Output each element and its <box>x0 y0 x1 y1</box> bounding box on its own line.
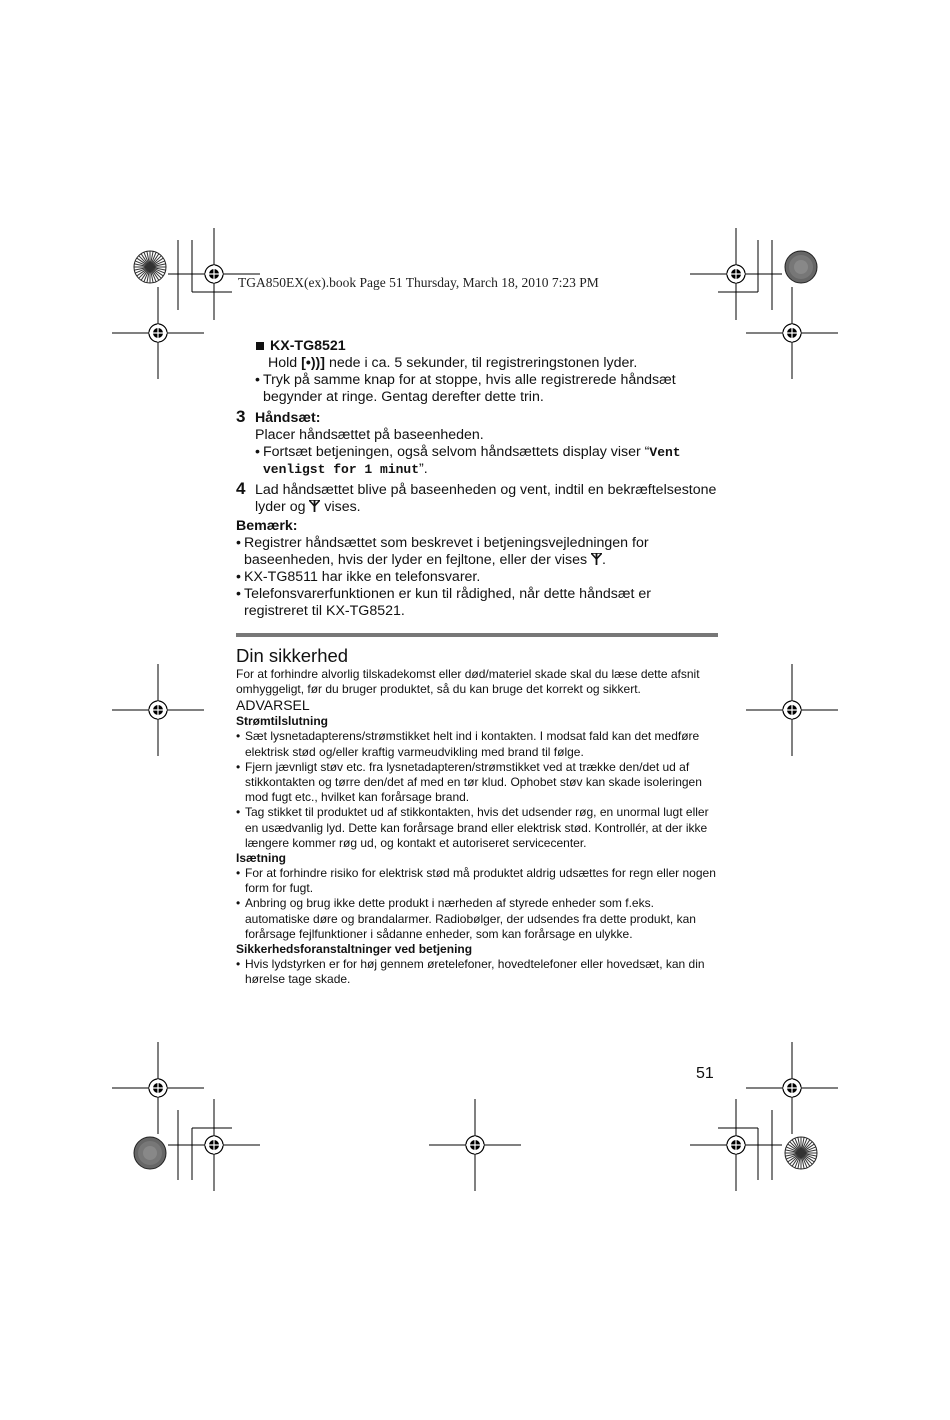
display-message: Vent venligst for 1 minut <box>263 445 681 477</box>
intro-text: For at forhindre alvorlig tilskadekomst eller død/materiel skade skal du læse dette afsnit omhyggeligt, før du bruger produktet, så du kan bruge det korrekt og sikkert. <box>236 667 700 697</box>
model-heading: KX-TG8521 <box>256 338 718 355</box>
subsection-installation: Isætning <box>236 851 286 866</box>
section-divider <box>236 633 718 637</box>
page-content <box>236 338 718 987</box>
step-3: 3 Håndsæt: <box>236 407 321 426</box>
list-item: • Sæt lysnetadapterens/strømstikket helt ind i kontakten. I modsat fald kan det medføre elektrisk stød og/eller kraftig varmeudvikling med brand til følge. <box>236 729 700 759</box>
book-header: TGA850EX(ex).book Page 51 Thursday, March 18, 2010 7:23 PM <box>238 275 599 290</box>
list-item: • Tag stikket til produktet ud af stikkontakten, hvis det udsender røg, en unormal lugt eller en usædvanlig lyd. Dette kan forårsage brand eller elektrisk stød. Kontrollér, at der ikke længere kommer røg ud, og kontakt et autoriseret servicecenter. <box>236 805 709 850</box>
list-item: • Anbring og brug ikke dette produkt i nærheden af styrede enheder som f.eks. automatiske døre og brandalarmer. Radiobølger, der udsendes fra dette produkt, kan forårsage fejlfunktioner i sådanne enheder, som kan forårsage en ulykke. <box>236 896 696 941</box>
section-title: Din sikkerhed <box>236 645 349 666</box>
note-title: Bemærk: <box>236 518 298 534</box>
subsection-operation-safety: Sikkerhedsforanstaltninger ved betjening <box>236 942 473 957</box>
list-item: • For at forhindre risiko for elektrisk stød må produktet aldrig udsættes for regn eller nogen form for fugt. <box>236 866 716 896</box>
list-item: • KX-TG8511 har ikke en telefonsvarer. <box>236 569 481 585</box>
list-item: • Hvis lydstyrken er for høj gennem øretelefoner, hovedtelefoner eller hovedsæt, kan din hørelse tage skade. <box>236 957 705 987</box>
list-item: • Fortsæt betjeningen, også selvom håndsættets display viser “Vent venligst for 1 minut”. <box>255 444 681 477</box>
locator-key-icon: [•))] <box>301 355 325 371</box>
antenna-icon <box>591 553 602 565</box>
square-bullet-icon <box>256 342 264 350</box>
subsection-power: Strømtilslutning <box>236 714 328 729</box>
step-3-text: Placer håndsættet på baseenheden. <box>255 427 484 443</box>
step-4: 4 Lad håndsættet blive på baseenheden og vent, indtil en bekræftelsestone lyder og vises. <box>236 479 717 515</box>
page-number: 51 <box>696 1065 714 1082</box>
list-item: • Tryk på samme knap for at stoppe, hvis alle registrerede håndsæt begynder at ringe. Gentag derefter dette trin. <box>255 372 676 405</box>
list-item: • Fjern jævnligt støv etc. fra lysnetadapteren/strømstikket ved at trække den/det ud af stikkontakten og tørre den/det af med en tør klud. Ophobet støv kan skade isoleringen mod fugt etc., hvilket kan forårsage brand. <box>236 759 702 805</box>
hold-instruction: Hold [•))] nede i ca. 5 sekunder, til registreringstonen lyder. <box>268 355 638 371</box>
list-item: • Telefonsvarerfunktionen er kun til rådighed, når dette håndsæt er registreret til KX-TG8521. <box>236 586 651 619</box>
warning-heading: ADVARSEL <box>236 697 310 714</box>
list-item: • Registrer håndsættet som beskrevet i betjeningsvejledningen for baseenheden, hvis der lyder en fejltone, eller der vises . <box>236 535 649 568</box>
antenna-icon <box>309 500 320 512</box>
